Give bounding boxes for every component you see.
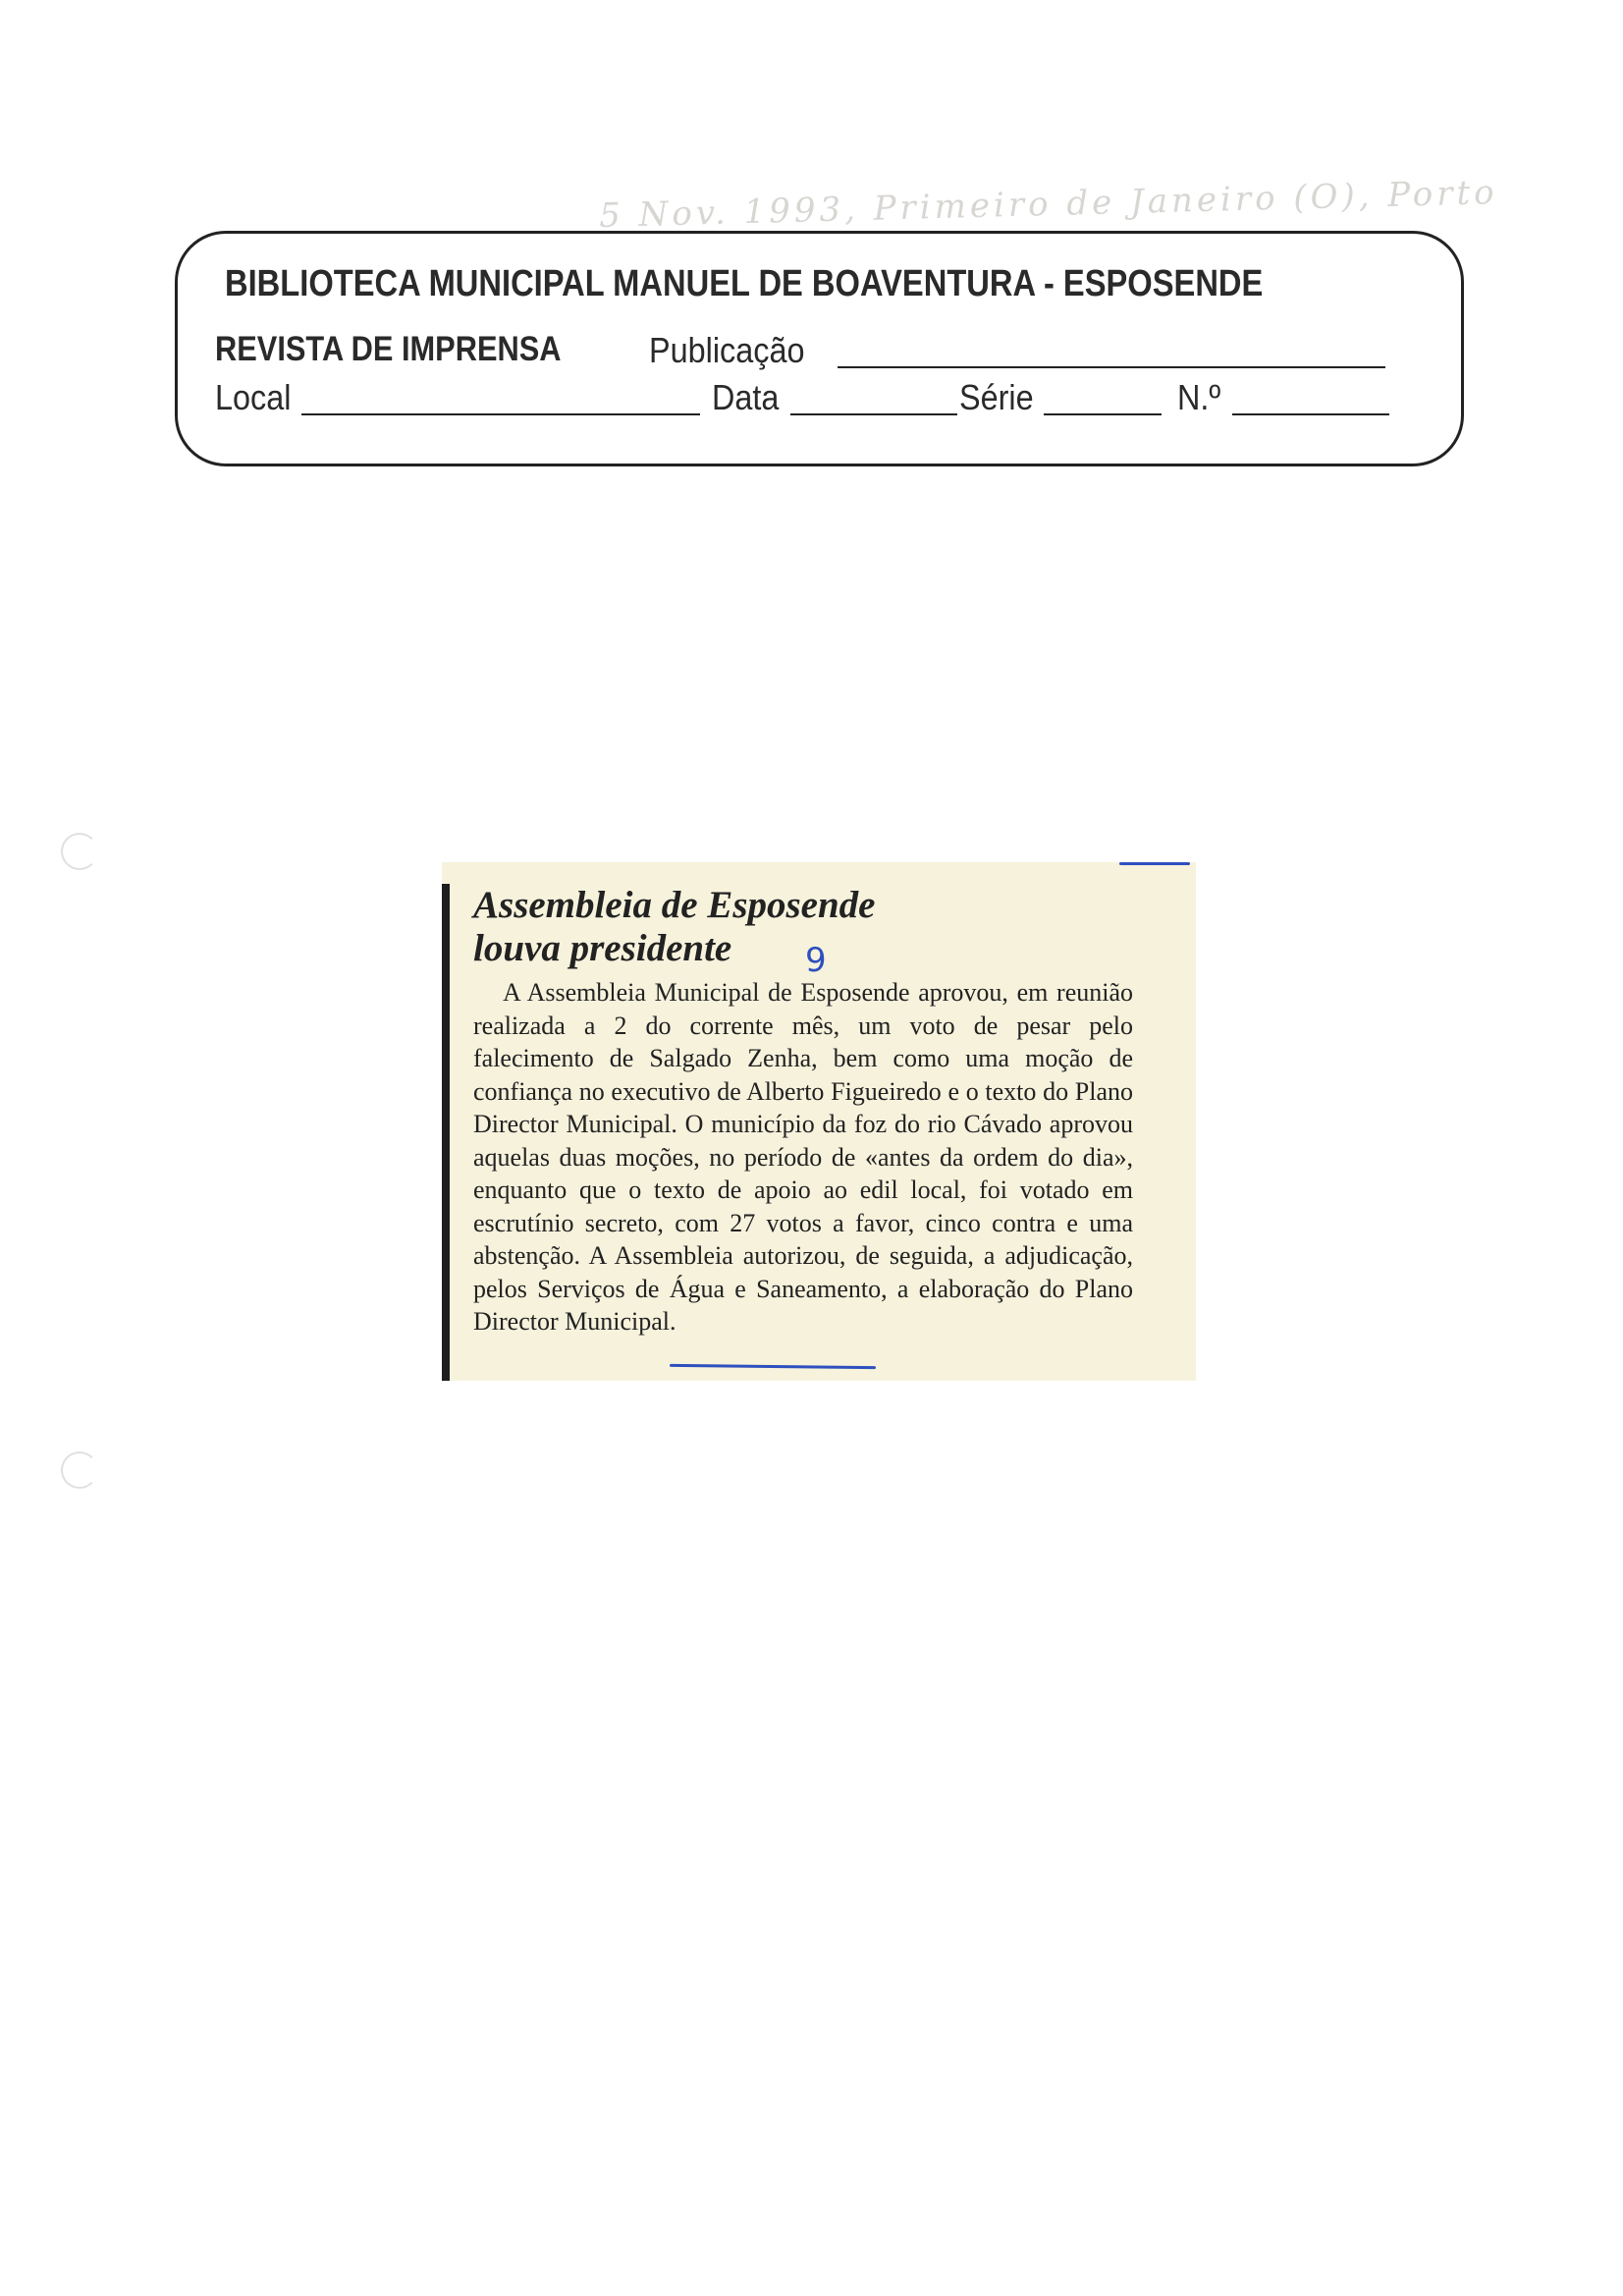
data-label: Data — [712, 377, 780, 417]
article-paragraph: A Assembleia Municipal de Esposende aprovou, em reunião realizada a 2 do corrente mês, um voto de pesar pelo falecimento de Salgado Zenha, bem como uma moção de confiança no executivo de Alberto Figueiredo e o texto do Plano Director Municipal. O município da foz do rio Cávado aprovou aquelas duas moções, no período de «antes da ordem do dia», enquanto que o texto de apoio ao edil local, foi votado em escrutínio secreto, com 27 votos a favor, cinco contra e uma abstenção. A Assembleia autorizou, de seguida, a adjudicação, pelos Serviços de Água e Saneamento, a elaboração do Plano Director Municipal. — [473, 978, 1133, 1336]
ink-underline-bottom — [670, 1364, 876, 1369]
publicacao-label: Publicação — [649, 330, 805, 370]
local-field-line — [301, 413, 700, 415]
data-field-line — [790, 413, 957, 415]
handwritten-mark: 9 — [805, 941, 827, 980]
local-label: Local — [215, 377, 292, 417]
publicacao-field-line — [838, 366, 1385, 368]
numero-field-line — [1232, 413, 1389, 415]
serie-label: Série — [959, 377, 1034, 417]
punch-hole-mark-lower — [61, 1451, 98, 1489]
library-title: BIBLIOTECA MUNICIPAL MANUEL DE BOAVENTURA - ESPOSENDE — [225, 263, 1264, 304]
serie-field-line — [1044, 413, 1162, 415]
clipping-body — [473, 976, 1133, 1339]
headline-line-2: louva presidente — [473, 927, 732, 969]
ink-underline-top — [1119, 862, 1190, 865]
headline-line-1: Assembleia de Esposende — [473, 884, 876, 926]
newspaper-clipping — [442, 862, 1196, 1381]
library-header-box — [175, 231, 1464, 466]
header-row-publication — [215, 330, 609, 369]
clipping-side-rule — [442, 884, 450, 1381]
numero-label: N.º — [1177, 377, 1221, 417]
press-review-label: REVISTA DE IMPRENSA — [215, 330, 562, 368]
handwritten-note: 5 Nov. 1993, Primeiro de Janeiro (O), Porto — [598, 173, 1499, 237]
punch-hole-mark-upper — [61, 833, 98, 870]
